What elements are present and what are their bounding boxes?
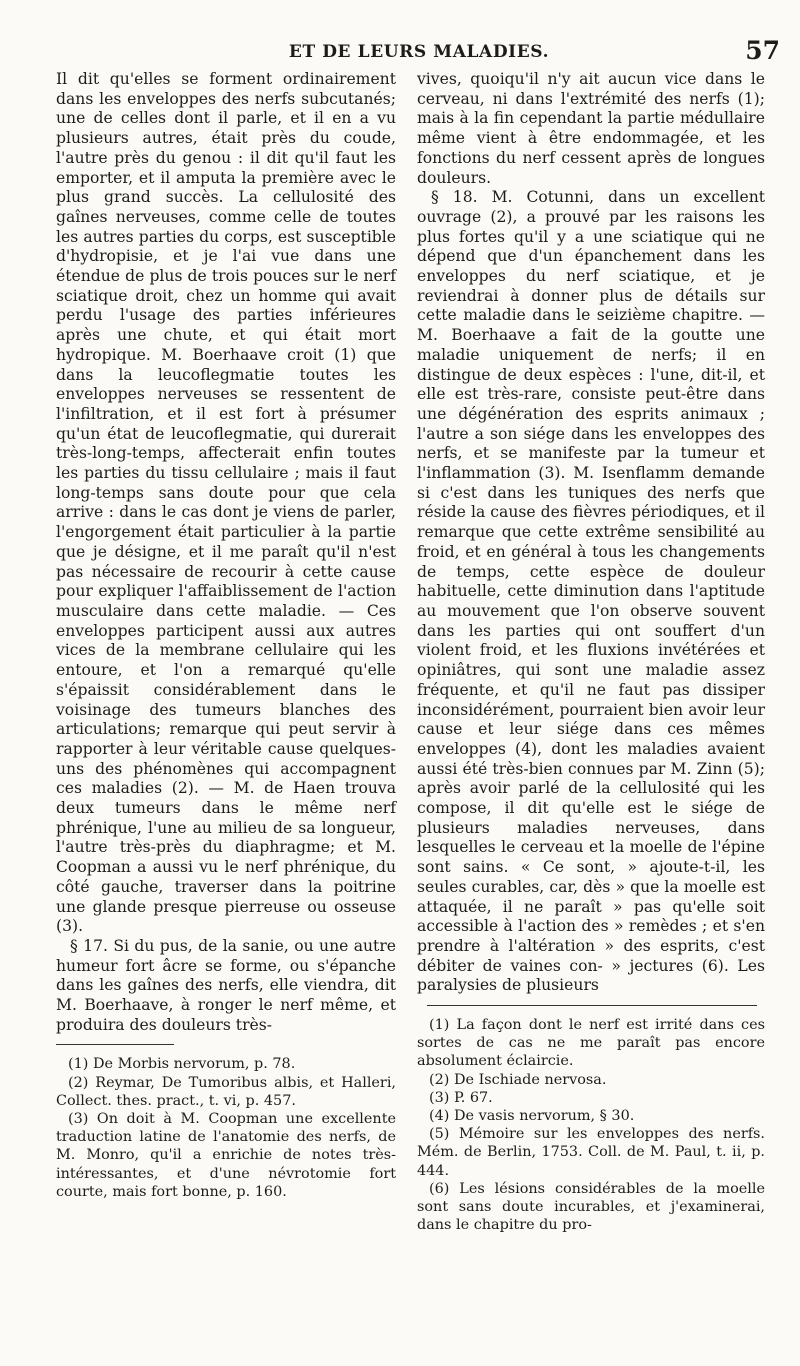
footnote: (3) On doit à M. Coopman une excellente traduction latine de l'anatomie des nerfs, de M. Monro, qu'il a enrichie de notes très-intéressantes, et d'une névrotomie fort courte, mais fort bonne, p. 160.: [56, 1111, 396, 1200]
footnotes: [56, 1055, 396, 1201]
left-column: [56, 70, 396, 1201]
footnote-separator: [56, 1044, 174, 1045]
footnote: (5) Mémoire sur les enveloppes des nerfs. Mém. de Berlin, 1753. Coll. de M. Paul, t. ii, p. 444.: [417, 1126, 765, 1179]
paragraph: § 18. M. Cotunni, dans un excellent ouvrage (2), a prouvé par les raisons les plus fortes qu'il y a une sciatique qui ne dépend que d'un épanchement dans les enveloppes du nerf sciatique, et je reviendrai à donner plus de détails sur cette maladie dans le seizième chapitre. — M. Boerhaave a fait de la goutte une maladie uniquement de nerfs; il en distingue de deux espèces : l'une, dit-il, et elle est très-rare, consiste peut-être dans une dégénération des esprits animaux ; l'autre a son siége dans les enveloppes des nerfs, et se manifeste par la tumeur et l'inflammation (3). M. Isenflamm demande si c'est dans les tuniques des nerfs que réside la cause des fièvres périodiques, et il remarque que cette extrême sensibilité au froid, et en général à tous les changements de temps, cette espèce de douleur habituelle, cette diminution dans l'aptitude au mouvement que l'on observe souvent dans les parties qui ont souffert d'un violent froid, et les fluxions invétérées et opiniâtres, qui sont une maladie assez fréquente, et qu'il ne faut pas dissiper inconsidérément, pourraient bien avoir leur cause et leur siége dans ces mêmes enveloppes (4), dont les maladies avaient aussi été très-bien connues par M. Zinn (5); après avoir parlé de la cellulosité qui les compose, il dit qu'elle est le siége de plusieurs maladies nerveuses, dans lesquelles le cerveau et la moelle de l'épine sont sains. « Ce sont, » ajoute-t-il, les seules curables, car, dès » que la moelle est attaquée, il ne paraît » pas qu'elle soit accessible à l'action des » remèdes ; et s'en prendre à l'altération » des esprits, c'est débiter de vaines con- » jectures (6). Les paralysies de plusieurs: [417, 188, 765, 995]
footnote: (4) De vasis nervorum, § 30.: [429, 1108, 635, 1125]
paragraph: vives, quoiqu'il n'y ait aucun vice dans le cerveau, ni dans l'extrémité des nerfs (1); mais à la fin cependant la partie médullaire même vient à être endommagée, et les fonctions du nerf cessent après de longues douleurs.: [417, 70, 765, 187]
page-number: 57: [745, 36, 780, 65]
footnote: (1) La façon dont le nerf est irrité dans ces sortes de cas ne me paraît pas encore absolument éclaircie.: [417, 1017, 765, 1070]
footnotes: [417, 1016, 765, 1234]
right-column: [417, 70, 765, 1234]
running-title: ET DE LEURS MALADIES.: [288, 42, 550, 62]
footnote: (1) De Morbis nervorum, p. 78.: [68, 1056, 296, 1073]
footnote: (2) De Ischiade nervosa.: [429, 1071, 607, 1088]
footnote-separator: [427, 1005, 757, 1006]
paragraph: § 17. Si du pus, de la sanie, ou une autre humeur fort âcre se forme, ou s'épanche dans les gaînes des nerfs, elle viendra, dit M. Boerhaave, à ronger le nerf même, et produira des douleurs très-: [56, 936, 396, 1034]
running-header: [58, 36, 780, 66]
footnote: (3) P. 67.: [429, 1089, 493, 1106]
footnote: (2) Reymar, De Tumoribus albis, et Halleri, Collect. thes. pract., t. vi, p. 457.: [56, 1074, 396, 1109]
paragraph: Il dit qu'elles se forment ordinairement dans les enveloppes des nerfs subcutanés; une de celles dont il parle, et il en a vu plusieurs autres, était près du coude, l'autre près du genou : il dit qu'il faut les emporter, et il amputa la première avec le plus grand succès. La cellulosité des gaînes nerveuses, comme celle de toutes les autres parties du corps, est susceptible d'hydropisie, et je l'ai vue dans une étendue de plus de trois pouces sur le nerf sciatique droit, chez un homme qui avait perdu l'usage des parties inférieures après une chute, et qui était mort hydropique. M. Boerhaave croit (1) que dans la leucoflegmatie toutes les enveloppes nerveuses se ressentent de l'infiltration, et il est fort à présumer qu'un état de leucoflegmatie, qui durerait très-long-temps, affecterait enfin toutes les parties du tissu cellulaire ; mais il faut long-temps sans doute pour que cela arrive : dans le cas dont je viens de parler, l'engorgement était particulier à la partie que je désigne, et il me paraît qu'il n'est pas nécessaire de recourir à cette cause pour expliquer l'affaiblissement de l'action musculaire dans cette maladie. — Ces enveloppes participent aussi aux autres vices de la membrane cellulaire qui les entoure, et l'on a remarqué qu'elle s'épaissit considérablement dans le voisinage des tumeurs blanches des articulations; remarque qui peut servir à rapporter à leur véritable cause quelques-uns des phénomènes qui accompagnent ces maladies (2). — M. de Haen trouva deux tumeurs dans le même nerf phrénique, l'une au milieu de sa longueur, l'autre très-près du diaphragme; et M. Coopman a aussi vu le nerf phrénique, du côté gauche, traverser dans la poitrine une glande presque pierreuse ou osseuse (3).: [56, 70, 396, 936]
footnote: (6) Les lésions considérables de la moelle sont sans doute incurables, et j'examinerai, dans le chapitre du pro-: [417, 1180, 765, 1234]
